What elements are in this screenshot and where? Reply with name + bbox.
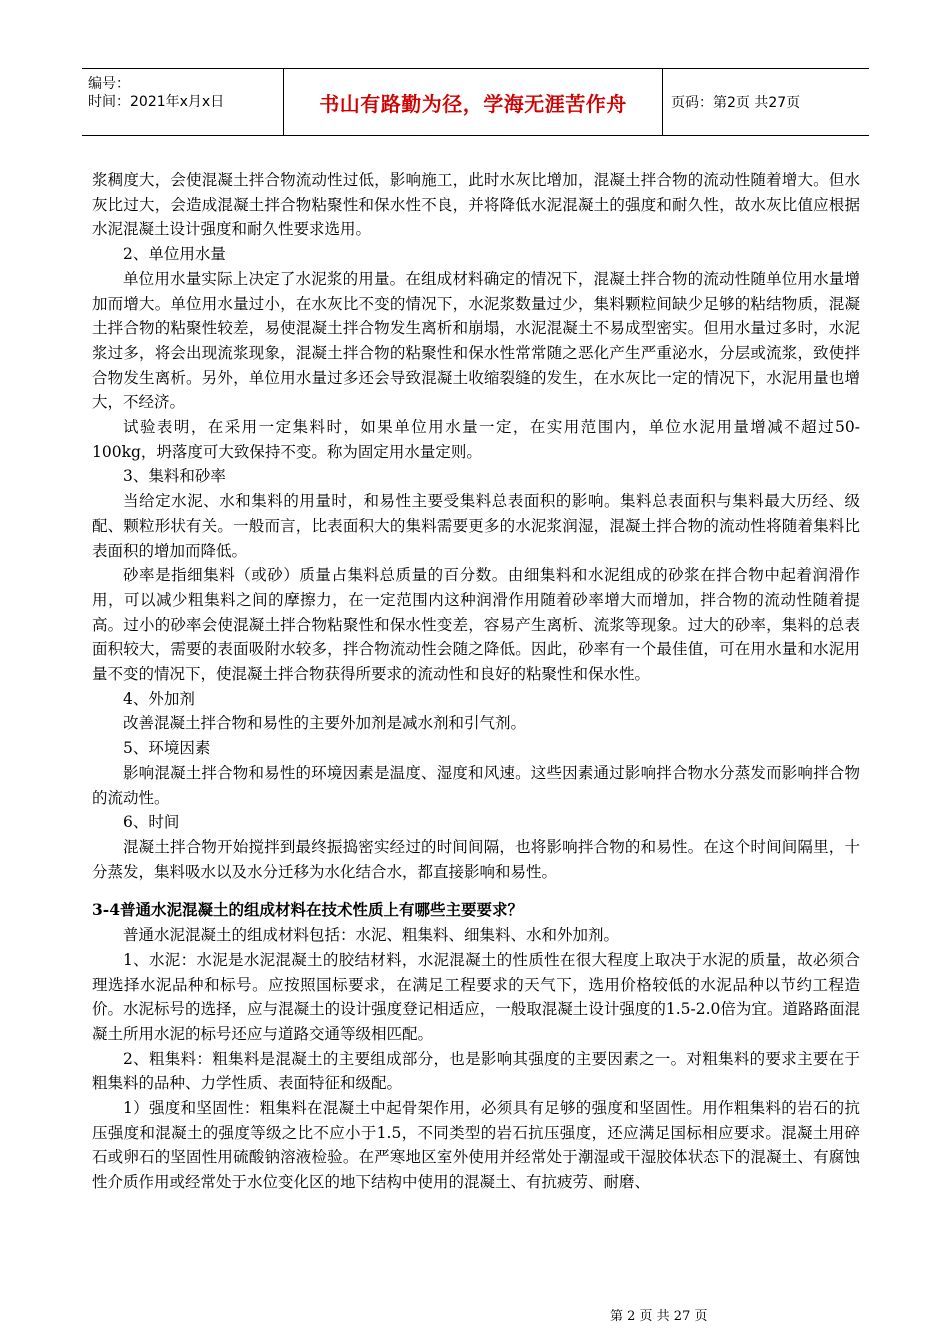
paragraph: 浆稠度大，会使混凝土拌合物流动性过低，影响施工，此时水灰比增加，混凝土拌合物的流动性随着增大。但水灰比过大，会造成混凝土拌合物粘聚性和保水性不良，并将降低水泥混凝土的强度和耐久性，故水灰比值应根据水泥混凝土设计强度和耐久性要求选用。 — [92, 171, 860, 239]
section-heading: 3-4普通水泥混凝土的组成材料在技术性质上有哪些主要要求？ — [92, 900, 524, 920]
page-footer: 第 2 页 共 27 页 — [610, 1309, 708, 1324]
paragraph: 试验表明，在采用一定集料时，如果单位用水量一定，在实用范围内，单位水泥用量增减不超过50-100kg，坍落度可大致保持不变。称为固定用水量定则。 — [92, 418, 860, 461]
date-label: 时间：2021年x月x日 — [88, 94, 225, 110]
subheading: 6、时间 — [123, 813, 180, 832]
paragraph: 单位用水量实际上决定了水泥浆的用量。在组成材料确定的情况下，混凝土拌合物的流动性随单位用水量增加而增大。单位用水量过小，在水灰比不变的情况下，水泥浆数量过少，集料颗粒间缺少足够的粘结物质，混凝土拌合物的粘聚性较差，易使混凝土拌合物发生离析和崩塌，水泥混凝土不易成型密实。但用水量过多时，水泥浆过多，将会出现流浆现象，混凝土拌合物的粘聚性和保水性常常随之恶化产生严重泌水，分层或流浆，致使拌合物发生离析。另外，单位用水量过多还会导致混凝土收缩裂缝的发生，在水灰比一定的情况下，水泥用量也增大，不经济。 — [92, 269, 860, 412]
page-header — [82, 68, 869, 136]
header-motto: 书山有路勤为径，学海无涯苦作舟 — [319, 91, 627, 116]
number-label: 编号： — [88, 76, 130, 92]
paragraph: 影响混凝土拌合物和易性的环境因素是温度、湿度和风速。这些因素通过影响拌合物水分蒸发而影响拌合物的流动性。 — [92, 763, 860, 807]
paragraph: 1）强度和坚固性：粗集料在混凝土中起骨架作用，必须具有足够的强度和坚固性。用作粗集料的岩石的抗压强度和混凝土的强度等级之比不应小于1.5，不同类型的岩石抗压强度，还应满足国标相应要求。混凝土用碎石或卵石的坚固性用硫酸钠溶液检验。在严寒地区室外使用并经常处于潮湿或干湿胶体状态下的混凝土、有腐蚀性介质作用或经常处于水位变化区的地下结构中使用的混凝土、有抗疲劳、耐磨、 — [92, 1099, 860, 1192]
subheading: 3、集料和砂率 — [123, 467, 226, 486]
paragraph: 1、水泥：水泥是水泥混凝土的胶结材料，水泥混凝土的性质性在很大程度上取决于水泥的质量，故必须合理选择水泥品种和标号。应按照国标要求，在满足工程要求的天气下，选用价格较低的水泥品种以节约工程造价。水泥标号的选择，应与混凝土的设计强度登记相适应，一般取混凝土设计强度的1.5-2.0倍为宜。道路路面混凝土所用水泥的标号还应与道路交通等级相匹配。 — [92, 950, 860, 1043]
paragraph: 普通水泥混凝土的组成材料包括：水泥、粗集料、细集料、水和外加剂。 — [123, 926, 620, 945]
document-body — [92, 168, 860, 1195]
header-meta — [82, 69, 283, 135]
header-page-info: 页码：第2页 共27页 — [671, 95, 801, 111]
header-divider — [662, 69, 663, 135]
paragraph: 改善混凝土拌合物和易性的主要外加剂是减水剂和引气剂。 — [123, 714, 527, 733]
paragraph: 2、粗集料：粗集料是混凝土的主要组成部分，也是影响其强度的主要因素之一。对粗集料的要求主要在于粗集料的品种、力学性质、表面特征和级配。 — [92, 1049, 860, 1093]
paragraph: 砂率是指细集料（或砂）质量占集料总质量的百分数。由细集料和水泥组成的砂浆在拌合物中起着润滑作用，可以减少粗集料之间的摩擦力，在一定范围内这种润滑作用随着砂率增大而增加，拌合物的流动性随着提高。过小的砂率会使混凝土拌合物粘聚性和保水性变差，容易产生离析、流浆等现象。过大的砂率，集料的总表面积较大，需要的表面吸附水较多，拌合物流动性会随之降低。因此，砂率有一个最佳值，可在用水量和水泥用量不变的情况下，使混凝土拌合物获得所要求的流动性和良好的粘聚性和保水性。 — [92, 566, 860, 684]
subheading: 4、外加剂 — [123, 689, 195, 708]
subheading: 5、环境因素 — [123, 739, 211, 758]
paragraph: 当给定水泥、水和集料的用量时，和易性主要受集料总表面积的影响。集料总表面积与集料最大历经、级配、颗粒形状有关。一般而言，比表面积大的集料需要更多的水泥浆润湿，混凝土拌合物的流动性将随着集料比表面积的增加而降低。 — [92, 492, 860, 560]
paragraph: 混凝土拌合物开始搅拌到最终振捣密实经过的时间间隔，也将影响拌合物的和易性。在这个时间间隔里，十分蒸发，集料吸水以及水分迁移为水化结合水，都直接影响和易性。 — [92, 837, 860, 881]
subheading: 2、单位用水量 — [123, 245, 226, 264]
